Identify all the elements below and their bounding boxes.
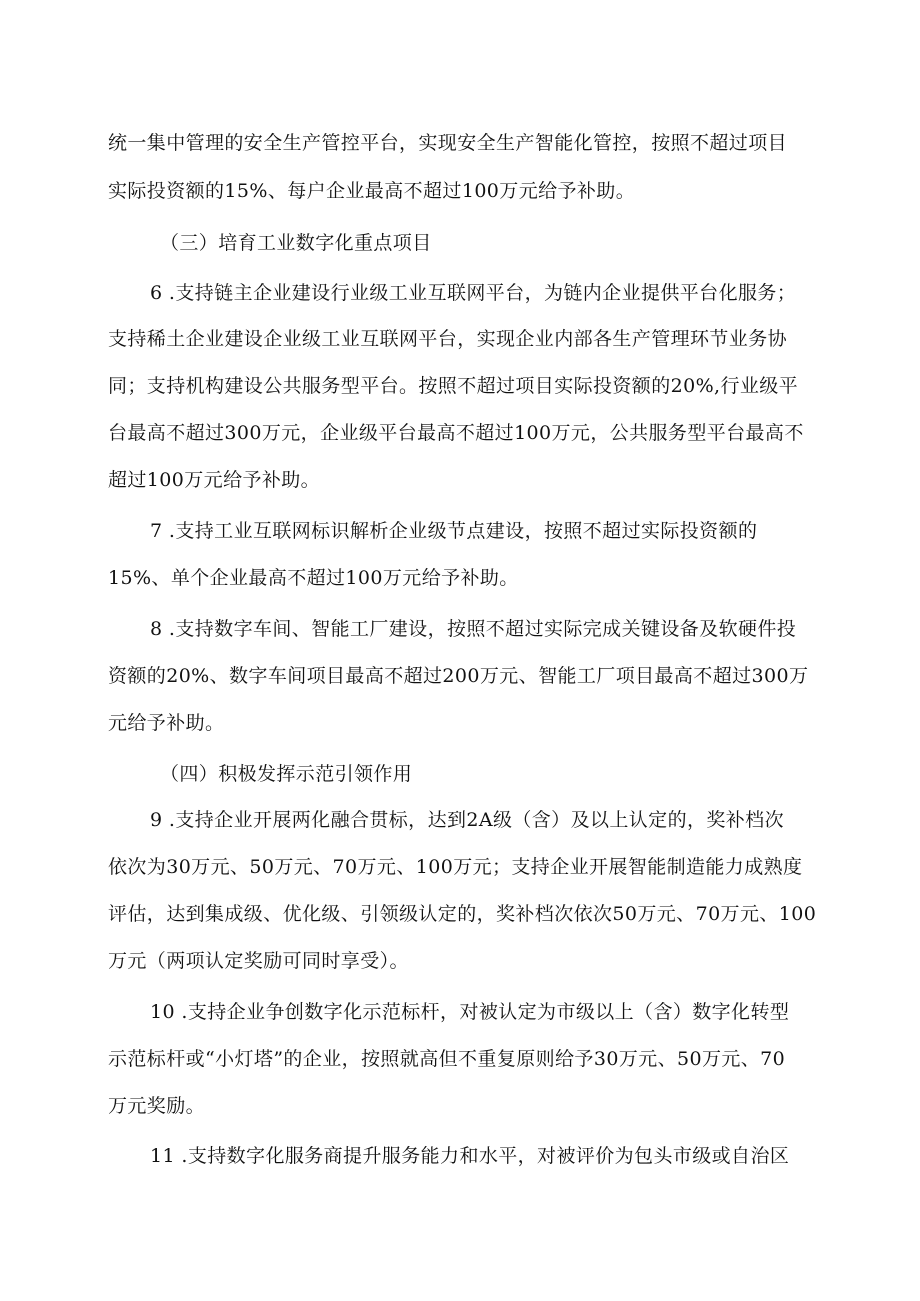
paragraph-line: 10 .支持企业争创数字化示范标杆，对被认定为市级以上（含）数字化转型 <box>150 1001 790 1023</box>
section-heading-4: （四）积极发挥示范引领作用 <box>160 763 413 785</box>
paragraph-line: 依次为30万元、50万元、70万元、100万元；支持企业开展智能制造能力成熟度 <box>108 856 803 878</box>
paragraph-line: 台最高不超过300万元，企业级平台最高不超过100万元，公共服务型平台最高不 <box>108 422 804 444</box>
paragraph-line: 8 .支持数字车间、智能工厂建设，按照不超过实际完成关键设备及软硬件投 <box>150 618 797 640</box>
paragraph-line: 9 .支持企业开展两化融合贯标，达到2A级（含）及以上认定的，奖补档次 <box>150 809 784 831</box>
paragraph-line: 资额的20%、数字车间项目最高不超过200万元、智能工厂项目最高不超过300万 <box>108 665 809 687</box>
paragraph-line: 6 .支持链主企业建设行业级工业互联网平台，为链内企业提供平台化服务； <box>150 282 797 304</box>
paragraph-line: 评估，达到集成级、优化级、引领级认定的，奖补档次依次50万元、70万元、100 <box>108 903 817 925</box>
paragraph-line: 实际投资额的15%、每户企业最高不超过100万元给予补助。 <box>108 180 636 202</box>
section-heading-3: （三）培育工业数字化重点项目 <box>160 232 432 254</box>
paragraph-line: 11 .支持数字化服务商提升服务能力和水平，对被评价为包头市级或自治区 <box>150 1145 790 1167</box>
paragraph-line: 万元（两项认定奖励可同时享受）。 <box>108 950 409 972</box>
paragraph-line: 同；支持机构建设公共服务型平台。按照不超过项目实际投资额的20%,行业级平 <box>108 375 799 397</box>
paragraph-line: 超过100万元给予补助。 <box>108 469 321 491</box>
paragraph-line: 示范标杆或“小灯塔”的企业，按照就高但不重复原则给予30万元、50万元、70 <box>108 1048 786 1070</box>
paragraph-line: 元给予补助。 <box>108 712 225 734</box>
paragraph-line: 统一集中管理的安全生产管控平台，实现安全生产智能化管控，按照不超过项目 <box>108 132 788 154</box>
paragraph-line: 万元奖励。 <box>108 1095 206 1117</box>
paragraph-line: 15%、单个企业最高不超过100万元给予补助。 <box>108 567 519 589</box>
paragraph-line: 7 .支持工业互联网标识解析企业级节点建设，按照不超过实际投资额的 <box>150 520 758 542</box>
paragraph-line: 支持稀土企业建设企业级工业互联网平台，实现企业内部各生产管理环节业务协 <box>108 328 788 350</box>
